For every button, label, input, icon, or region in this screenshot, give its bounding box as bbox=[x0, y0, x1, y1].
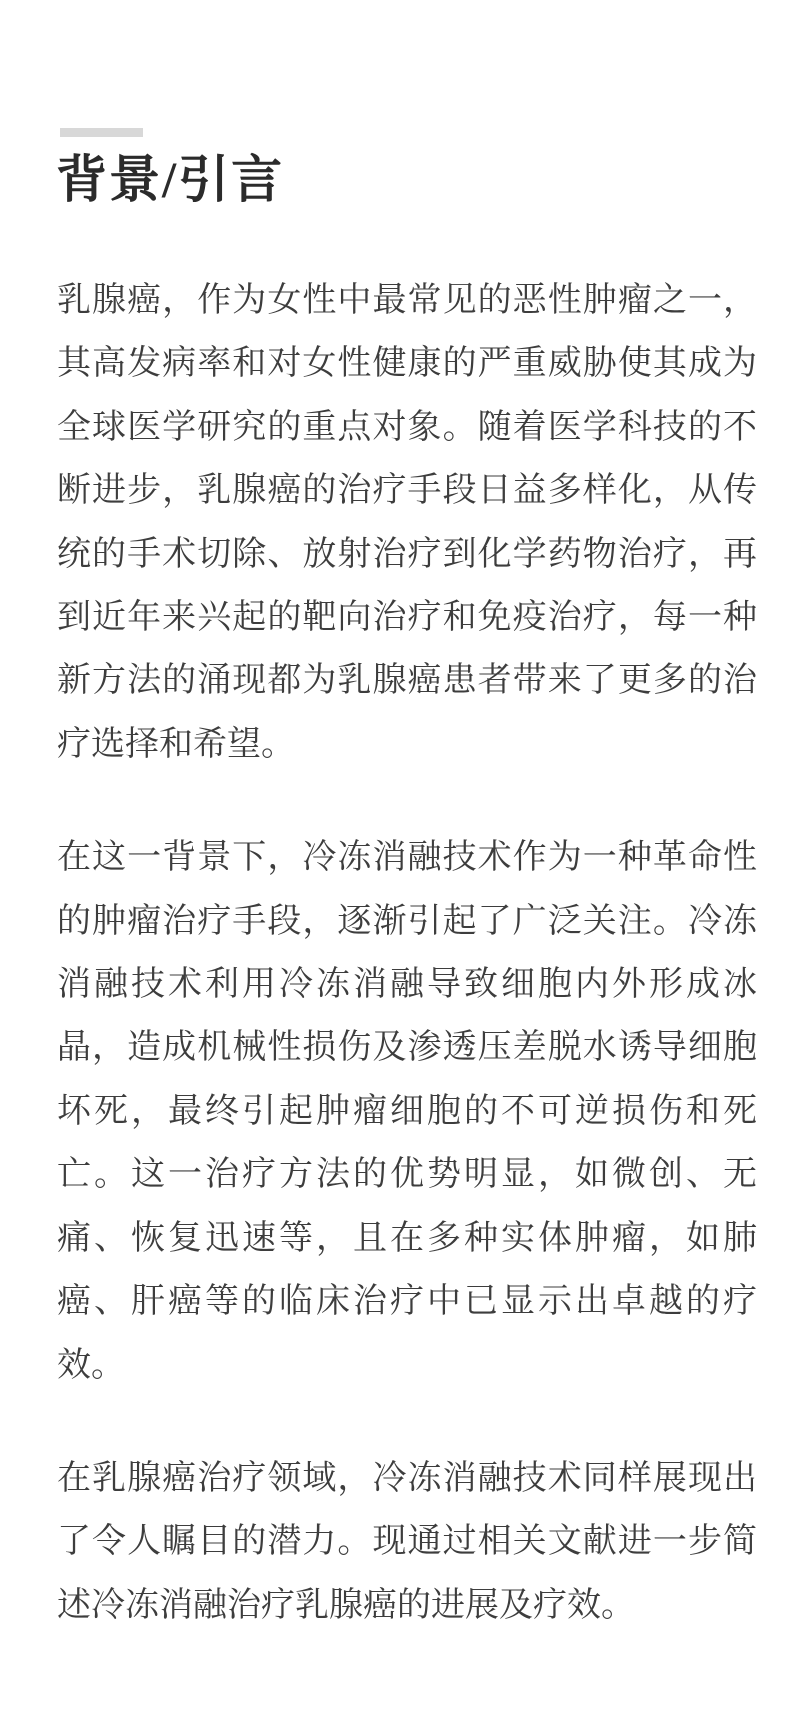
paragraph-1: 乳腺癌，作为女性中最常见的恶性肿瘤之一，其高发病率和对女性健康的严重威胁使其成为全球医学研究的重点对象。随着医学科技的不断进步，乳腺癌的治疗手段日益多样化，从传统的手术切除、放射治疗到化学药物治疗，再到近年来兴起的靶向治疗和免疫治疗，每一种新方法的涌现都为乳腺癌患者带来了更多的治疗选择和希望。 bbox=[57, 281, 757, 763]
paragraph-3: 在乳腺癌治疗领域，冷冻消融技术同样展现出了令人瞩目的潜力。现通过相关文献进一步简述冷冻消融治疗乳腺癌的进展及疗效。 bbox=[57, 1458, 757, 1624]
article-body bbox=[57, 269, 757, 1637]
section-title: 背景/引言 bbox=[56, 153, 285, 209]
title-accent-bar bbox=[60, 128, 143, 137]
paragraph-2: 在这一背景下，冷冻消融技术作为一种革命性的肿瘤治疗手段，逐渐引起了广泛关注。冷冻消融技术利用冷冻消融导致细胞内外形成冰晶，造成机械性损伤及渗透压差脱水诱导细胞坏死，最终引起肿瘤细胞的不可逆损伤和死亡。这一治疗方法的优势明显，如微创、无痛、恢复迅速等，且在多种实体肿瘤，如肺癌、肝癌等的临床治疗中已显示出卓越的疗效。 bbox=[57, 838, 757, 1384]
